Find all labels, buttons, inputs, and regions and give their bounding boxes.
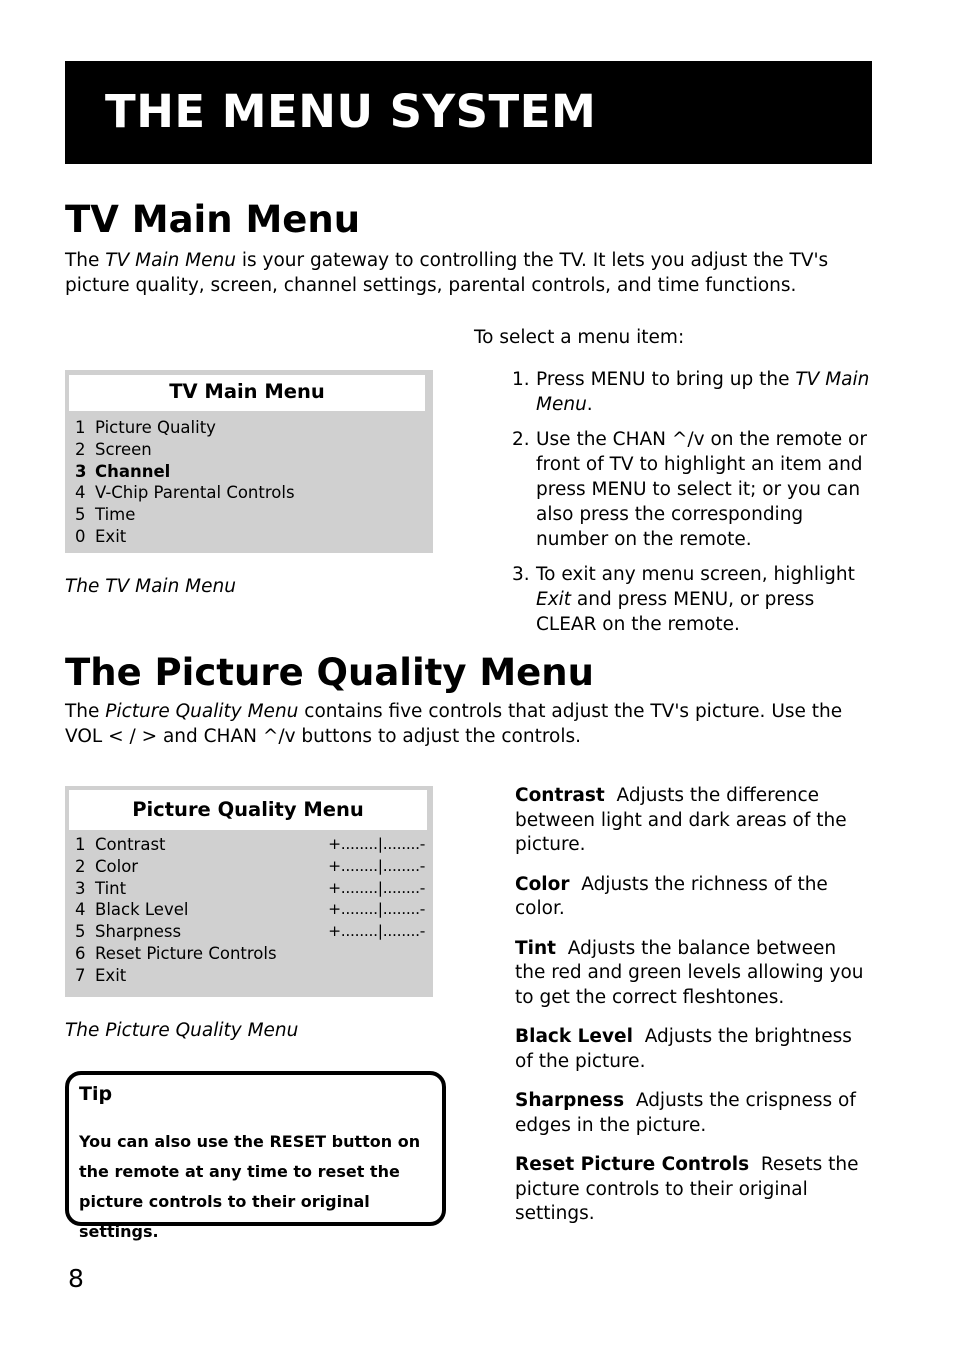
step-text: Press MENU to bring up the [536, 369, 796, 390]
menu-item-label: Contrast [95, 835, 166, 854]
picture-quality-caption: The Picture Quality Menu [65, 1020, 299, 1041]
intro-text: contains five controls that adjust the TV's picture. Use the VOL < / > and CHAN ^/v buttons to adjust the controls. [65, 701, 843, 747]
description-item [515, 873, 865, 922]
tip-title: Tip [79, 1083, 113, 1105]
menu-item-number: 2 [75, 439, 86, 459]
menu-title: Picture Quality Menu [69, 790, 427, 830]
picture-quality-heading: The Picture Quality Menu [65, 651, 594, 694]
description-text: Adjusts the balance between the red and green levels allowing you to get the correct fleshtones. [515, 937, 864, 1008]
description-term: Sharpness [515, 1090, 625, 1111]
step-number: 1. [512, 369, 530, 390]
menu-item-label: Time [95, 505, 136, 525]
level-bar: +........|........- [328, 835, 425, 853]
intro-text: The [65, 701, 106, 722]
menu-title: TV Main Menu [69, 375, 425, 411]
menu-item [75, 504, 425, 526]
description-text: Adjusts the crispness of edges in the picture. [515, 1090, 856, 1136]
menu-item-label: Picture Quality [95, 418, 216, 437]
menu-item [75, 899, 425, 921]
steps-list [474, 367, 874, 647]
step-item [474, 562, 874, 637]
step-text: and press MENU, or press CLEAR on the remote. [536, 589, 815, 635]
description-text: Resets the picture controls to their original settings. [515, 1154, 859, 1224]
menu-item-number: 2 [75, 856, 86, 876]
step-item [474, 427, 874, 552]
step-text: Use the CHAN ^/v on the remote or front of TV to highlight an item and press MENU to select it; or you can also press the corresponding number on the remote. [536, 429, 867, 550]
intro-italic-text: Picture Quality Menu [105, 701, 299, 722]
level-bar: +........|........- [328, 922, 425, 941]
menu-item [75, 439, 425, 461]
menu-item-number: 5 [75, 505, 86, 525]
tv-main-menu-heading: TV Main Menu [65, 198, 361, 241]
menu-list [75, 834, 425, 987]
description-text: Adjusts the richness of the color. [515, 873, 828, 919]
step-text: . [586, 394, 593, 415]
menu-item-number: 5 [75, 922, 86, 942]
step-number: 3. [512, 564, 530, 585]
menu-item [75, 878, 425, 900]
description-term: Contrast [515, 785, 605, 806]
tip-box [65, 1071, 446, 1241]
menu-item-number: 7 [75, 965, 86, 985]
description-term: Tint [515, 937, 556, 959]
intro-text: The [65, 250, 106, 271]
description-term: Reset Picture Controls [515, 1154, 750, 1175]
step-text: To exit any menu screen, highlight [536, 564, 855, 585]
menu-item-label: Screen [95, 439, 152, 459]
description-item [515, 937, 865, 1011]
menu-item-label: V-Chip Parental Controls [95, 483, 295, 503]
description-term: Color [515, 873, 570, 895]
menu-item [75, 482, 425, 504]
description-text: Adjusts the brightness of the picture. [515, 1026, 852, 1072]
menu-item-number: 1 [75, 835, 86, 854]
menu-item-highlighted [75, 461, 425, 483]
menu-item-label: Channel [95, 461, 171, 481]
tv-main-menu-caption: The TV Main Menu [65, 576, 236, 597]
description-item [515, 1153, 865, 1227]
menu-item [75, 526, 425, 548]
level-bar: +........|........- [328, 856, 425, 875]
menu-item [75, 965, 425, 987]
menu-list [75, 417, 425, 548]
menu-item-number: 6 [75, 943, 86, 963]
section-title: THE MENU SYSTEM [105, 85, 597, 138]
menu-item-number: 4 [75, 900, 86, 920]
description-item [515, 1089, 865, 1138]
intro-italic-text: TV Main Menu [105, 250, 236, 271]
level-bar: +........|........- [328, 900, 425, 919]
menu-item-label: Color [95, 856, 139, 876]
description-item [515, 784, 865, 858]
menu-item [75, 856, 425, 878]
menu-item-label: Tint [95, 878, 127, 898]
description-term: Black Level [515, 1026, 633, 1047]
menu-item-label: Sharpness [95, 922, 182, 942]
picture-quality-intro [65, 700, 885, 749]
step-text-italic: TV Main Menu [536, 369, 870, 415]
control-descriptions [515, 784, 865, 1242]
tip-text: You can also use the RESET button on the remote at any time to reset the picture controls to their original settings. [79, 1132, 421, 1241]
step-item [474, 367, 874, 417]
menu-item [75, 921, 425, 943]
menu-item [75, 417, 425, 439]
menu-item-label: Exit [95, 526, 127, 546]
menu-item [75, 834, 425, 856]
tv-main-menu-intro [65, 249, 885, 298]
step-number: 2. [512, 429, 530, 450]
step-text-italic: Exit [536, 589, 572, 610]
menu-item-number: 3 [75, 878, 86, 898]
picture-quality-menu-illustration [65, 786, 433, 997]
level-bar: +........|........- [328, 878, 425, 897]
page-number: 8 [68, 1264, 84, 1293]
steps-intro: To select a menu item: [474, 327, 685, 348]
menu-item-label: Exit [95, 965, 127, 985]
menu-item-number: 0 [75, 526, 86, 546]
menu-item-label: Reset Picture Controls [95, 943, 277, 963]
menu-item-label: Black Level [95, 900, 189, 920]
description-item [515, 1025, 865, 1074]
menu-item-number: 3 [75, 461, 87, 481]
description-text: Adjusts the difference between light and dark areas of the picture. [515, 785, 847, 855]
menu-item [75, 943, 425, 965]
intro-text: is your gateway to controlling the TV. It lets you adjust the TV's picture quality, screen, channel settings, parental controls, and time functions. [65, 250, 829, 296]
menu-item-number: 1 [75, 418, 86, 437]
tv-main-menu-illustration [65, 370, 433, 553]
menu-item-number: 4 [75, 483, 86, 503]
